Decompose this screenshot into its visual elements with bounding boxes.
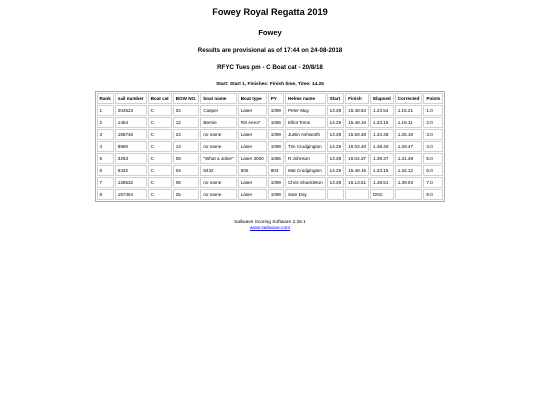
table-cell: 04 [173, 165, 200, 176]
table-cell: 1.39.03 [395, 177, 423, 188]
table-cell: C [148, 141, 172, 152]
table-cell: 6432 [115, 165, 147, 176]
table-cell: 1.39.37 [370, 153, 394, 164]
series-heading: RFYC Tues pm - C Boat cat - 20/8/18 [217, 64, 323, 71]
table-row [97, 141, 444, 152]
column-header: Elapsed [370, 93, 394, 104]
table-cell: no name [200, 129, 236, 140]
table-cell: Laser [238, 105, 267, 116]
table-cell: 1.23.54 [370, 105, 394, 116]
table-cell: no name [200, 189, 236, 200]
table-cell: 3.0 [423, 129, 443, 140]
table-cell: 12 [173, 117, 200, 128]
table-cell: 1099 [268, 177, 284, 188]
table-cell: 15.48.54 [345, 105, 369, 116]
table-cell: 16.13.51 [345, 177, 369, 188]
table-cell: RS Aero7 [238, 117, 267, 128]
page-title: Fowey Royal Regatta 2019 [212, 7, 328, 17]
start-info: Start: Start 1, Finishes: Finish time, Time: 14.25 [216, 82, 324, 87]
table-cell: 14.25 [327, 117, 345, 128]
table-cell: 1454 [115, 117, 147, 128]
table-cell: 25 [173, 189, 200, 200]
table-cell: 2.0 [423, 117, 443, 128]
table-cell: C [148, 177, 172, 188]
table-cell: 1065 [268, 117, 284, 128]
table-cell: 1.48.51 [370, 177, 394, 188]
table-cell: 7.0 [423, 177, 443, 188]
table-cell: 1099 [268, 129, 284, 140]
table-cell: 16.03.40 [345, 141, 369, 152]
table-cell: Justin Ashworth [285, 129, 326, 140]
table-cell: 14.25 [327, 129, 345, 140]
table-cell: C [148, 105, 172, 116]
column-header: Rank [97, 93, 114, 104]
table-cell: 8 [97, 189, 114, 200]
table-cell: 505 [238, 165, 267, 176]
provisional-notice: Results are provisional as of 17:44 on 24-08-2018 [197, 47, 343, 54]
table-cell: 903 [268, 165, 284, 176]
table-cell: no name [200, 177, 236, 188]
table-cell: 2 [97, 117, 114, 128]
table-cell: 09 [173, 153, 200, 164]
table-cell: Elliot Toms [285, 117, 326, 128]
table-header-row [97, 93, 444, 104]
table-cell [395, 189, 423, 200]
column-header: Corrected [395, 93, 423, 104]
table-body [97, 105, 444, 200]
table-cell: 6432 [200, 165, 236, 176]
table-cell: C [148, 165, 172, 176]
table-cell: 1.23.16 [370, 117, 394, 128]
table-cell: 1.0 [423, 105, 443, 116]
column-header: Boat cat [148, 93, 172, 104]
column-header: Helms name [285, 93, 326, 104]
venue-heading: Fowey [258, 28, 282, 37]
table-cell: C [148, 117, 172, 128]
table-cell: 24 [173, 129, 200, 140]
table-cell: 1 [97, 105, 114, 116]
table-cell: Bernie [200, 117, 236, 128]
table-cell: Chris Shackleton [285, 177, 326, 188]
sailwave-link[interactable]: www.sailwave.com [249, 226, 291, 231]
table-row [97, 117, 444, 128]
column-header: Boat type [238, 93, 267, 104]
table-cell [345, 189, 369, 200]
table-cell: Casper [200, 105, 236, 116]
table-cell: 14.25 [327, 141, 345, 152]
table-cell: 1.18.11 [395, 117, 423, 128]
table-cell: Laser [238, 189, 267, 200]
table-row [97, 153, 444, 164]
table-cell [327, 189, 345, 200]
table-cell: 16.04.37 [345, 153, 369, 164]
table-cell: 168746 [115, 129, 147, 140]
table-cell: "What a Joker" [200, 153, 236, 164]
table-cell: 06 [173, 177, 200, 188]
table-cell: 1085 [268, 153, 284, 164]
table-cell: Peter May [285, 105, 326, 116]
table-cell: 02 [173, 105, 200, 116]
table-cell: Laser [238, 129, 267, 140]
column-header: Points [423, 93, 443, 104]
table-cell: 4 [97, 141, 114, 152]
table-cell: 1.32.12 [395, 165, 423, 176]
table-cell: 1.29.47 [395, 141, 423, 152]
column-header: boat name [200, 93, 236, 104]
table-cell: Tim Crudgington [285, 141, 326, 152]
table-cell: 9.0 [423, 189, 443, 200]
table-cell: 14 [173, 141, 200, 152]
table-cell: 1.23.15 [370, 165, 394, 176]
column-header: sail number [115, 93, 147, 104]
table-cell: C [148, 129, 172, 140]
table-cell: 1099 [268, 141, 284, 152]
table-cell: 4.0 [423, 141, 443, 152]
results-table [95, 91, 446, 202]
column-header: Start [327, 93, 345, 104]
table-cell: 14.25 [327, 165, 345, 176]
table-cell: C [148, 189, 172, 200]
table-cell: 3 [97, 129, 114, 140]
table-cell: Laser 3000 [238, 153, 267, 164]
table-cell: 7 [97, 177, 114, 188]
table-cell: 1.38.40 [370, 141, 394, 152]
table-cell: 6 [97, 165, 114, 176]
software-credit: Sailwave Scoring Software 2.28.1 [234, 220, 306, 225]
table-cell: 1099 [268, 105, 284, 116]
table-cell: 136532 [115, 177, 147, 188]
table-cell: Laser [238, 141, 267, 152]
table-row [97, 129, 444, 140]
table-cell: 1.31.49 [395, 153, 423, 164]
table-cell: 1.34.48 [370, 129, 394, 140]
table-cell: 15.59.48 [345, 129, 369, 140]
table-cell: DNC [370, 189, 394, 200]
table-cell: C [148, 153, 172, 164]
table-cell: 5.0 [423, 153, 443, 164]
footer [0, 220, 540, 232]
table-cell: 1.16.21 [395, 105, 423, 116]
table-cell: 157464 [115, 189, 147, 200]
table-cell: Sam Day [285, 189, 326, 200]
column-header: BOW NO. [173, 93, 200, 104]
table-cell: 14.25 [327, 153, 345, 164]
table-cell: 1099 [268, 189, 284, 200]
column-header: PY [268, 93, 284, 104]
column-header: Finish [345, 93, 369, 104]
table-cell: 3263 [115, 153, 147, 164]
table-cell: 14.25 [327, 105, 345, 116]
table-cell: 15.48.16 [345, 117, 369, 128]
table-cell: 15.48.15 [345, 165, 369, 176]
table-cell: no name [200, 141, 236, 152]
table-cell: 202523 [115, 105, 147, 116]
table-row [97, 177, 444, 188]
table-cell: Mat Crudgington [285, 165, 326, 176]
table-cell: Laser [238, 177, 267, 188]
table-cell: 8960 [115, 141, 147, 152]
table-row [97, 189, 444, 200]
table-cell: 5 [97, 153, 114, 164]
table-row [97, 105, 444, 116]
table-cell: 6.0 [423, 165, 443, 176]
table-cell: 14.25 [327, 177, 345, 188]
table-cell: 1.26.16 [395, 129, 423, 140]
table-row [97, 165, 444, 176]
table-cell: R Johnson [285, 153, 326, 164]
